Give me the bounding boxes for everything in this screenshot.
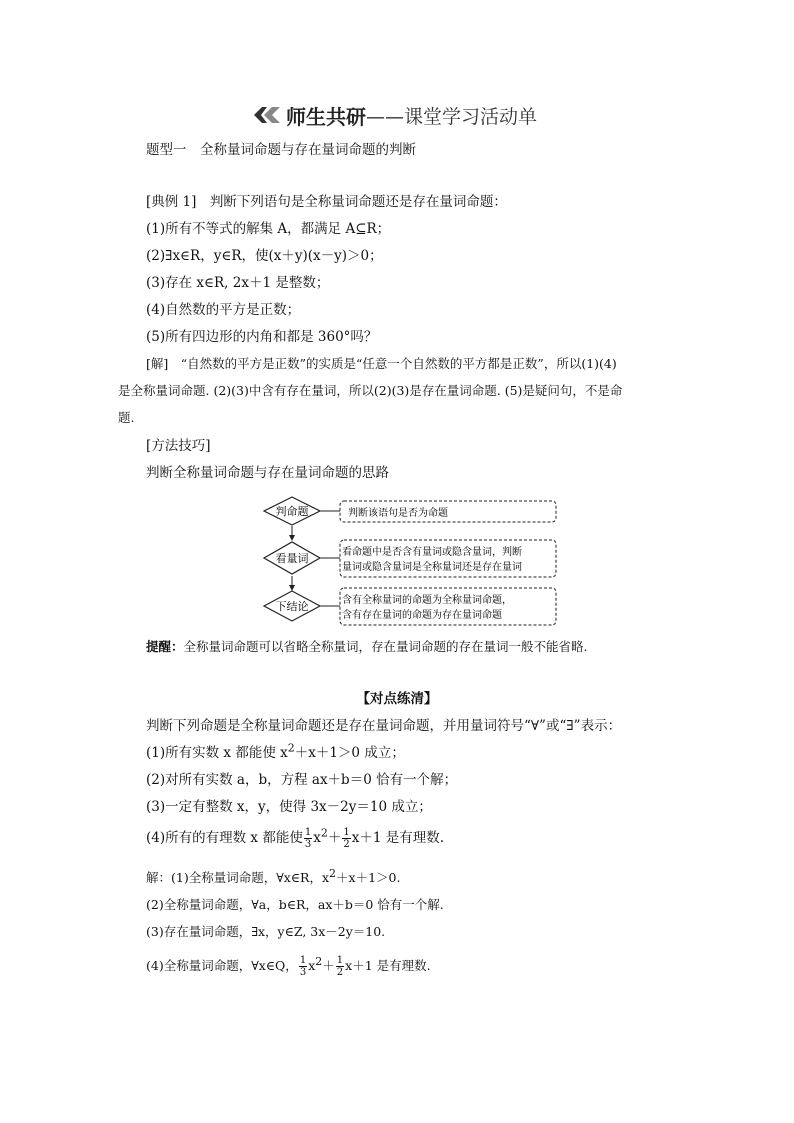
- answer-4: [146, 954, 431, 978]
- practice-q4-frac2: [342, 827, 350, 850]
- flow-step-2: 看量词: [275, 552, 309, 565]
- section-title: 题型一 全称量词命题与存在量词命题的判断: [146, 142, 416, 158]
- practice-q4: [146, 826, 444, 850]
- answer-4-a: (4)全称量词命题，∀x∈Q，: [146, 958, 298, 973]
- method-subtitle: 判断全称量词命题与存在量词命题的思路: [146, 465, 389, 481]
- page-header: [252, 100, 537, 130]
- practice-q4-a: (4)所有的有理数 x 都能使: [146, 830, 303, 846]
- header-title-rest: ——课堂学习活动单: [366, 105, 538, 128]
- answer-3: (3)存在量词命题，∃x，y∈Z, 3x－2y＝10.: [146, 924, 386, 939]
- header-title-bold: 师生共研: [286, 104, 366, 129]
- practice-heading: 【对点练清】: [356, 691, 438, 707]
- flowchart: [262, 496, 562, 628]
- answer-4-b: x: [308, 958, 316, 973]
- practice-q1: [146, 741, 405, 762]
- practice-q4-frac2-num: 1: [343, 827, 350, 838]
- answer-2: (2)全称量词命题，∀a，b∈R，ax＋b＝0 恰有一个解.: [146, 897, 444, 912]
- answer-4-frac1-num: 1: [299, 955, 307, 966]
- practice-q4-frac1-num: 1: [304, 827, 312, 838]
- answer-4-frac2: [336, 955, 344, 978]
- practice-q1-a: (1)所有实数 x 都能使 x: [146, 745, 288, 761]
- answer-1-b: ＋x＋1＞0.: [336, 870, 401, 885]
- solution-line-3: 题.: [118, 410, 135, 425]
- practice-q4-c: ＋: [327, 830, 342, 846]
- answer-1-sup: 2: [329, 866, 337, 880]
- method-label: [方法技巧]: [146, 438, 211, 454]
- logo-icon: [252, 104, 282, 126]
- flow-note-1: 判断该语句是否为命题: [348, 508, 448, 519]
- example-item-5: (5)所有四边形的内角和都是 360°吗？: [146, 329, 378, 345]
- answer-4-frac2-den: 2: [336, 967, 344, 978]
- answer-4-d: x＋1 是有理数.: [345, 958, 431, 973]
- practice-q4-sup: 2: [320, 826, 328, 840]
- flow-note-3b: 含有存在量词的命题为存在量词命题: [342, 610, 502, 621]
- practice-q4-frac1: [304, 827, 312, 850]
- solution-line-2: 是全称量词命题. (2)(3)中含有存在量词，所以(2)(3)是存在量词命题. (5)是疑问句，不是命: [118, 383, 623, 398]
- solution-line-1: [解] “自然数的平方是正数”的实质是“任意一个自然数的平方都是正数”，所以(1)(4): [146, 356, 617, 371]
- practice-intro: 判断下列命题是全称量词命题还是存在量词命题，并用量词符号“∀”或“∃”表示：: [146, 718, 622, 734]
- flow-step-3: 下结论: [275, 600, 309, 613]
- example-intro: [典例 1] 判断下列语句是全称量词命题还是存在量词命题：: [146, 194, 507, 210]
- reminder: [146, 638, 588, 656]
- answer-4-sup: 2: [315, 954, 323, 968]
- answer-1-a: 解：(1)全称量词命题，∀x∈R，x: [146, 870, 330, 885]
- answer-4-c: ＋: [322, 958, 335, 973]
- practice-q3: (3)一定有整数 x，y，使得 3x－2y＝10 成立；: [146, 799, 432, 815]
- practice-q1-b: ＋x＋1＞0 成立；: [294, 745, 405, 761]
- example-item-3: (3)存在 x∈R, 2x＋1 是整数；: [146, 275, 330, 291]
- practice-q1-sup: 2: [287, 741, 295, 755]
- practice-q4-frac2-den: 2: [343, 839, 350, 850]
- answer-4-frac2-num: 1: [336, 955, 344, 966]
- reminder-label: 提醒：: [146, 639, 184, 654]
- practice-q2: (2)对所有实数 a，b，方程 ax＋b＝0 恰有一个解；: [146, 772, 458, 788]
- example-item-1: (1)所有不等式的解集 A，都满足 A⊆R；: [146, 221, 391, 237]
- example-item-2: (2)∃x∈R，y∈R，使(x＋y)(x－y)＞0；: [146, 248, 383, 264]
- flow-step-1: 判命题: [275, 505, 309, 518]
- practice-q4-d: x＋1 是有理数.: [351, 830, 444, 846]
- example-item-4: (4)自然数的平方是正数；: [146, 302, 301, 318]
- reminder-text: 全称量词命题可以省略全称量词，存在量词命题的存在量词一般不能省略.: [183, 639, 588, 654]
- flow-note-3a: 含有全称量词的命题为全称量词命题，: [342, 595, 512, 606]
- flow-note-2a: 看命题中是否含有量词或隐含量词，判断: [342, 547, 522, 558]
- answer-4-frac1-den: 3: [299, 967, 307, 978]
- practice-q4-frac1-den: 3: [304, 839, 312, 850]
- flow-note-2b: 量词或隐含量词是全称量词还是存在量词: [342, 562, 522, 573]
- answer-1: [146, 866, 401, 887]
- answer-4-frac1: [299, 955, 307, 978]
- practice-q4-b: x: [313, 830, 321, 846]
